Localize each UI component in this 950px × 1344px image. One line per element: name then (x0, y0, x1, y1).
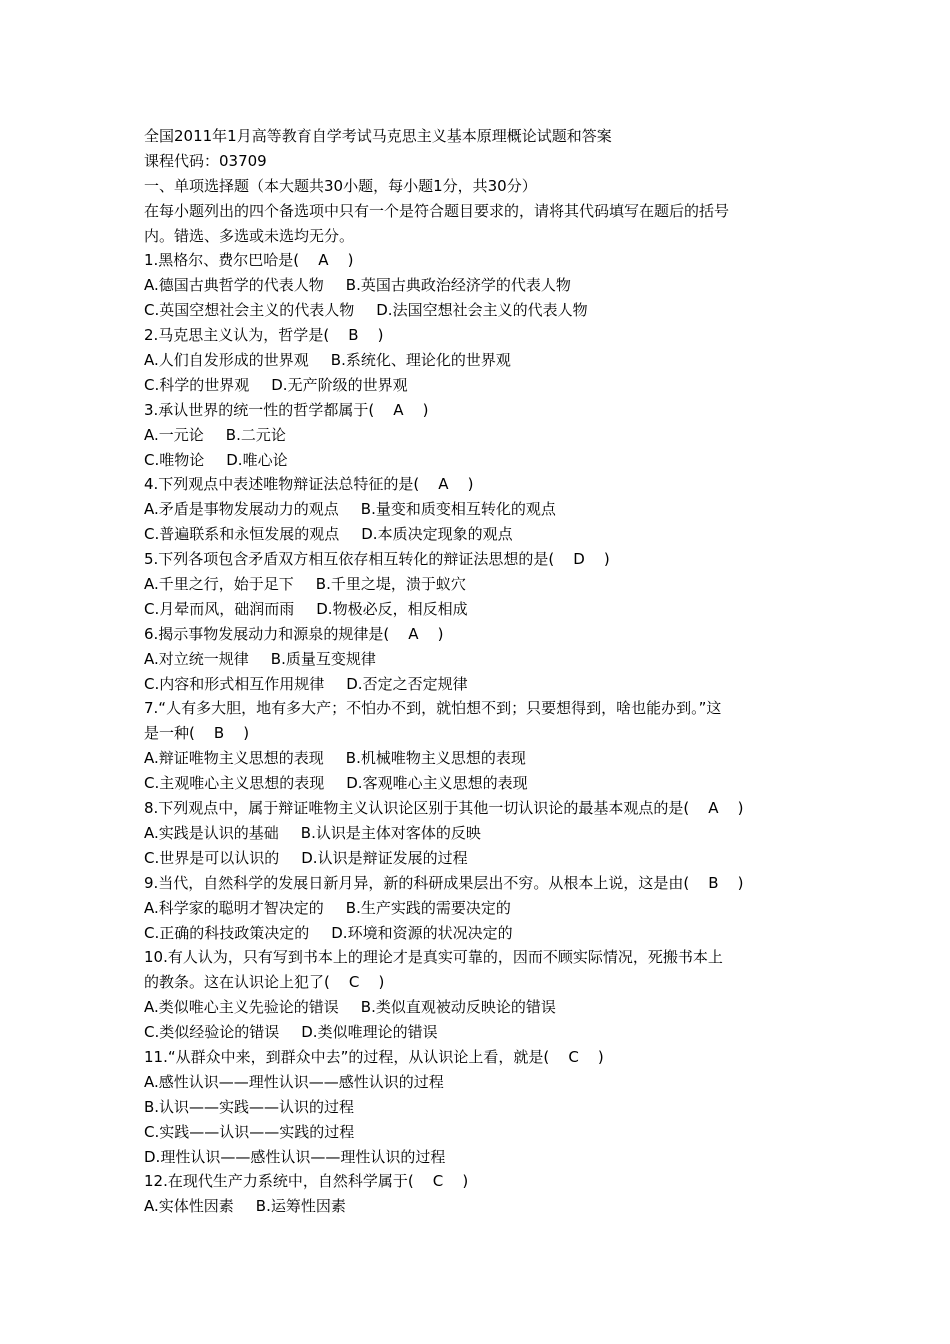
option-b: B.认识——实践——认识的过程 (144, 1097, 355, 1116)
question-8-options-row-2 (144, 846, 814, 871)
option-d: D.客观唯心主义思想的表现 (346, 774, 528, 793)
question-1-stem: 1.黑格尔、费尔巴哈是( A ) (144, 251, 354, 270)
option-a: A.对立统一规律 (144, 649, 249, 668)
option-d: D.无产阶级的世界观 (271, 375, 408, 394)
question-9-options-row-2 (144, 921, 814, 946)
option-b: B.千里之堤，溃于蚁穴 (315, 575, 466, 594)
option-b: B.英国古典政治经济学的代表人物 (345, 276, 571, 295)
question-10-options-row-1 (144, 995, 814, 1020)
question-10-stem-line-1: 10.有人认为，只有写到书本上的理论才是真实可靠的，因而不顾实际情况，死搬书本上 (144, 948, 723, 967)
option-c: C.世界是可以认识的 (144, 848, 280, 867)
option-d: D.本质决定现象的观点 (361, 525, 513, 544)
question-4-stem: 4.下列观点中表述唯物辩证法总特征的是( A ) (144, 475, 474, 494)
option-c: C.科学的世界观 (144, 375, 250, 394)
option-d: D.认识是辩证发展的过程 (301, 848, 468, 867)
question-7-options-row-2 (144, 771, 814, 796)
option-b: B.生产实践的需要决定的 (345, 898, 511, 917)
option-d: D.类似唯理论的错误 (301, 1023, 438, 1042)
instructions-line-1: 在每小题列出的四个备选项中只有一个是符合题目要求的，请将其代码填写在题后的括号 (144, 201, 730, 220)
option-a: A.类似唯心主义先验论的错误 (144, 998, 339, 1017)
option-c: C.内容和形式相互作用规律 (144, 674, 325, 693)
question-7-stem-line-2: 是一种( B ) (144, 724, 250, 743)
question-5-options-row-2 (144, 597, 814, 622)
document-title: 全国2011年1月高等教育自学考试马克思主义基本原理概论试题和答案 (144, 127, 612, 145)
option-b: B.运筹性因素 (255, 1197, 346, 1216)
option-d: D.环境和资源的状况决定的 (331, 923, 513, 942)
question-2-options-row-2 (144, 373, 814, 398)
question-11-stem: 11.“从群众中来，到群众中去”的过程，从认识论上看，就是( C ) (144, 1047, 604, 1066)
option-b: B.质量互变规律 (270, 649, 376, 668)
question-8-stem: 8.下列观点中，属于辩证唯物主义认识论区别于其他一切认识论的最基本观点的是( A ) (144, 799, 744, 818)
option-c: C.主观唯心主义思想的表现 (144, 774, 325, 793)
option-c: C.月晕而风，础润而雨 (144, 599, 295, 618)
question-5-options-row-1 (144, 572, 814, 597)
question-3-stem: 3.承认世界的统一性的哲学都属于( A ) (144, 400, 429, 419)
question-2-options-row-1 (144, 348, 814, 373)
question-3-options-row-1 (144, 423, 814, 448)
question-7-stem-line-1: 7.“人有多大胆，地有多大产；不怕办不到，就怕想不到；只要想得到，啥也能办到。”这 (144, 699, 722, 718)
exam-document (144, 124, 814, 1219)
option-c: C.正确的科技政策决定的 (144, 923, 310, 942)
option-a: A.感性认识——理性认识——感性认识的过程 (144, 1072, 444, 1091)
question-9-options-row-1 (144, 896, 814, 921)
option-d: D.唯心论 (226, 450, 288, 469)
option-a: A.人们自发形成的世界观 (144, 351, 309, 370)
question-2-stem: 2.马克思主义认为，哲学是( B ) (144, 326, 384, 345)
option-d: D.物极必反，相反相成 (316, 599, 468, 618)
option-c: C.英国空想社会主义的代表人物 (144, 301, 355, 320)
question-3-options-row-2 (144, 448, 814, 473)
option-b: B.量变和质变相互转化的观点 (360, 500, 556, 519)
option-b: B.系统化、理论化的世界观 (330, 351, 511, 370)
option-a: A.千里之行，始于足下 (144, 575, 294, 594)
question-6-stem: 6.揭示事物发展动力和源泉的规律是( A ) (144, 624, 444, 643)
question-6-options-row-1 (144, 647, 814, 672)
question-9-stem: 9.当代，自然科学的发展日新月异，新的科研成果层出不穷。从根本上说，这是由( B ) (144, 873, 744, 892)
question-8-options-row-1 (144, 821, 814, 846)
question-1-options-row-2 (144, 298, 814, 323)
option-c: C.类似经验论的错误 (144, 1023, 280, 1042)
question-12-options-row-1 (144, 1194, 814, 1219)
section-heading: 一、单项选择题（本大题共30小题，每小题1分，共30分） (144, 176, 537, 195)
option-a: A.实践是认识的基础 (144, 823, 279, 842)
option-a: A.德国古典哲学的代表人物 (144, 276, 324, 295)
option-d: D.否定之否定规律 (346, 674, 468, 693)
question-10-options-row-2 (144, 1020, 814, 1045)
option-b: B.认识是主体对客体的反映 (300, 823, 481, 842)
option-d: D.理性认识——感性认识——理性认识的过程 (144, 1147, 446, 1166)
option-a: A.辩证唯物主义思想的表现 (144, 749, 324, 768)
option-b: B.机械唯物主义思想的表现 (345, 749, 526, 768)
question-7-options-row-1 (144, 746, 814, 771)
option-a: A.科学家的聪明才智决定的 (144, 898, 324, 917)
option-a: A.实体性因素 (144, 1197, 234, 1216)
instructions-line-2: 内。错选、多选或未选均无分。 (144, 226, 355, 245)
option-a: A.矛盾是事物发展动力的观点 (144, 500, 339, 519)
question-10-stem-line-2: 的教条。这在认识论上犯了( C ) (144, 973, 385, 992)
question-12-stem: 12.在现代生产力系统中，自然科学属于( C ) (144, 1172, 469, 1191)
question-1-options-row-1 (144, 273, 814, 298)
option-b: B.类似直观被动反映论的错误 (360, 998, 556, 1017)
question-5-stem: 5.下列各项包含矛盾双方相互依存相互转化的辩证法思想的是( D ) (144, 550, 610, 569)
question-6-options-row-2 (144, 672, 814, 697)
course-code: 课程代码：03709 (144, 151, 267, 170)
option-c: C.普遍联系和永恒发展的观点 (144, 525, 340, 544)
option-d: D.法国空想社会主义的代表人物 (376, 301, 588, 320)
question-4-options-row-2 (144, 522, 814, 547)
option-a: A.一元论 (144, 425, 204, 444)
question-4-options-row-1 (144, 497, 814, 522)
option-b: B.二元论 (225, 425, 286, 444)
option-c: C.唯物论 (144, 450, 205, 469)
option-c: C.实践——认识——实践的过程 (144, 1122, 355, 1141)
